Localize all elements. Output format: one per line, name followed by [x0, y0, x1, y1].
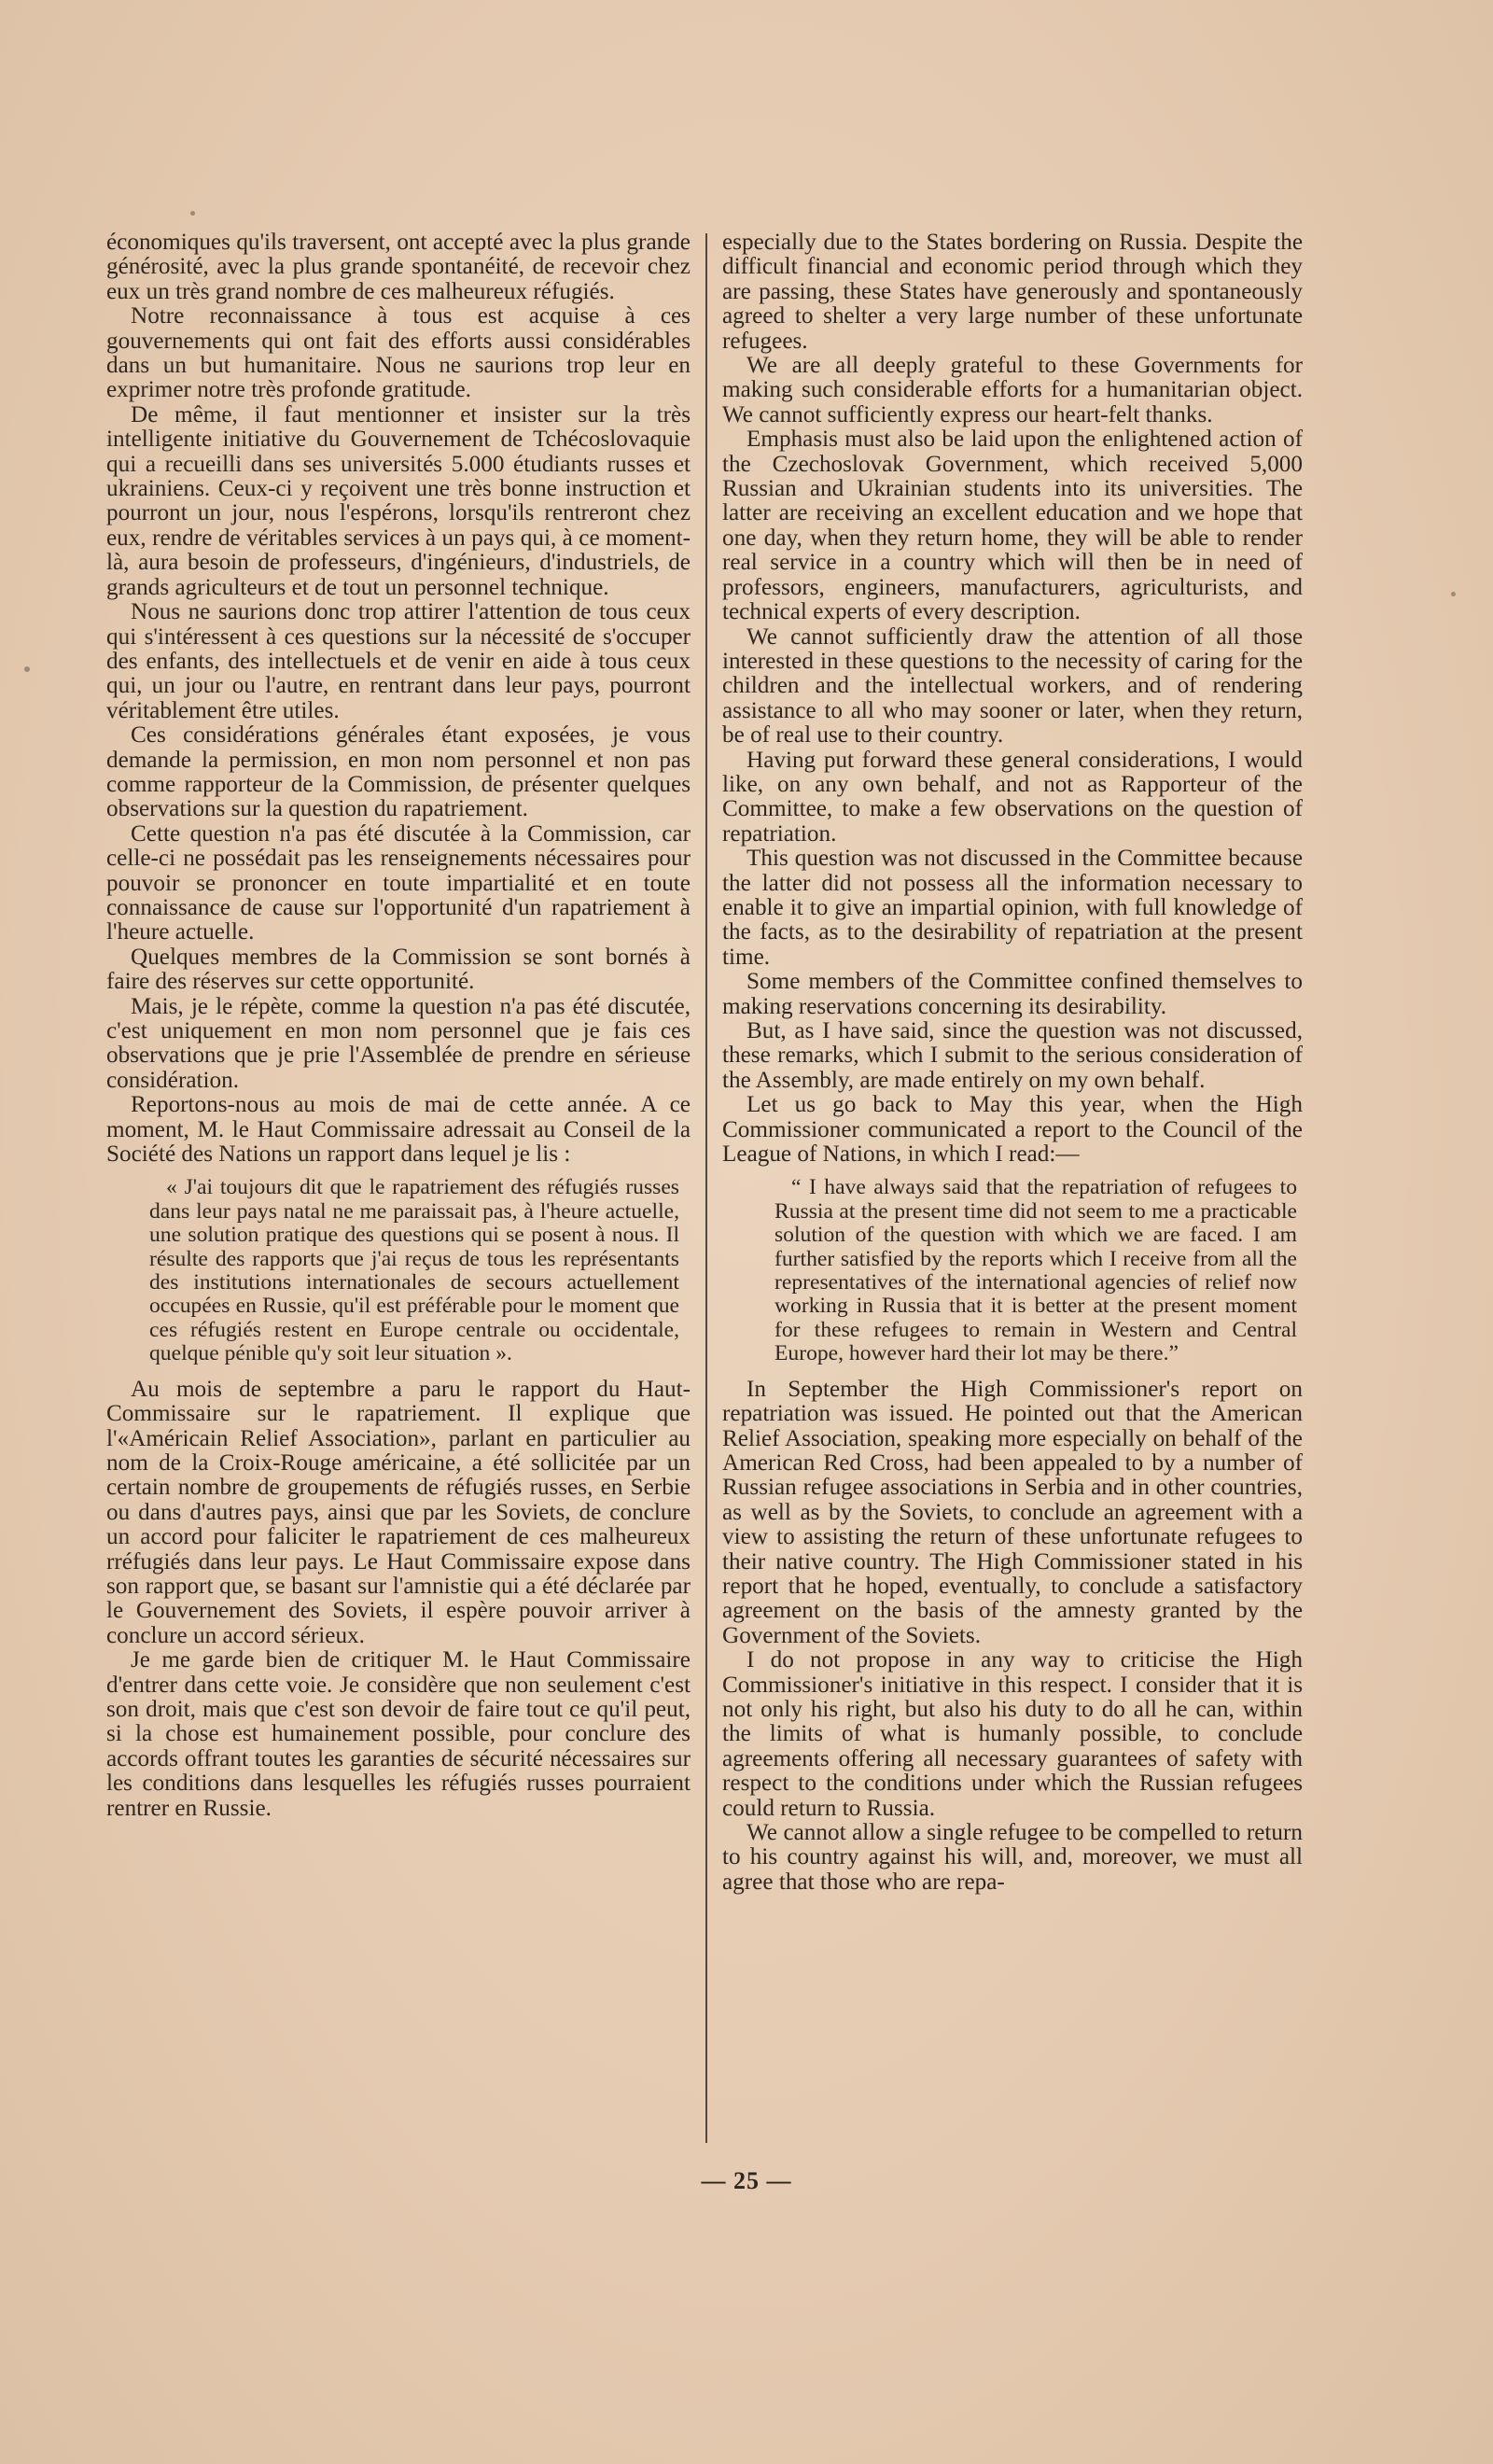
paragraph: Emphasis must also be laid upon the enlightened action of the Czechoslovak Government, which received 5,000 Russian and Ukrainian students into its universities. The latter are receiving an excellent education and we hope that one day, when they return home, they will be able to render real service in a country which will then be in need of professors, engineers, manufacturers, agriculturists, and technical experts of every description. [722, 427, 1303, 625]
paragraph: Notre reconnaissance à tous est acquise à ces gouvernements qui ont fait des efforts aussi considérables dans un but humanitaire. Nous ne saurions trop leur en exprimer notre très profonde gratitude. [106, 303, 691, 403]
english-column [722, 231, 1303, 1895]
paragraph: Quelques membres de la Commission se sont bornés à faire des réserves sur cette opportunité. [106, 944, 691, 995]
block-quote [149, 1176, 679, 1365]
paragraph: économiques qu'ils traversent, ont accepté avec la plus grande générosité, avec la plus grande spontanéité, de recevoir chez eux un très grand nombre de ces malheureux réfugiés. [106, 230, 691, 304]
paragraph: We are all deeply grateful to these Governments for making such considerable efforts for a humanitarian object. We cannot sufficiently express our heart-felt thanks. [722, 353, 1303, 427]
paragraph: Some members of the Committee confined themselves to making reservations concerning its desirability. [722, 969, 1303, 1019]
paragraph: Nous ne saurions donc trop attirer l'attention de tous ceux qui s'intéressent à ces questions sur la nécessité de s'occuper des enfants, des intellectuels et de venir en aide à tous ceux qui, un jour ou l'autre, en rentrant dans leur pays, pourront véritablement être utiles. [106, 599, 691, 723]
quote-text: « J'ai toujours dit que le rapatriement des réfugiés russes dans leur pays natal ne me paraissait pas, à l'heure actuelle, une solution pratique des questions qui se posent à nous. Il résulte des rapports que j'ai reçus de tous les représentants des institutions internationales de secours actuellement occupées en Russie, qu'il est préférable pour le moment que ces réfugiés restent en Europe centrale ou occidentale, quelque pénible qu'y soit leur situation ». [149, 1175, 679, 1366]
paragraph: We cannot sufficiently draw the attention of all those interested in these questions to the necessity of caring for the children and the intellectual workers, and of rendering assistance to all who may sooner or later, when they return, be of real use to their country. [722, 623, 1303, 749]
paragraph: Au mois de septembre a paru le rapport du Haut-Commissaire sur le rapatriement. Il explique que l'«Américain Relief Association», parlant en particulier au nom de la Croix-Rouge américaine, a été sollicitée par un certain nombre de groupements de réfugiés russes, en Serbie ou dans d'autres pays, ainsi que par les Soviets, de conclure un accord pour faliciter le rapatriement de ces malheureux rréfugiés dans leur pays. Le Haut Commissaire expose dans son rapport que, se basant sur l'amnistie qui a été déclarée par le Gouvernement des Soviets, il espère pouvoir arriver à conclure un accord sérieux. [106, 1376, 691, 1648]
paragraph: Reportons-nous au mois de mai de cette année. A ce moment, M. le Haut Commissaire adressait au Conseil de la Société des Nations un rapport dans lequel je lis : [106, 1092, 691, 1168]
paragraph: Je me garde bien de critiquer M. le Haut Commissaire d'entrer dans cette voie. Je considère que non seulement c'est son droit, mais que c'est son devoir de faire tout ce qu'il peut, si la chose est humainement possible, pour conclure des accords offrant toutes les garanties de sécurité nécessaires sur les conditions dans lesquelles les réfugiés russes pourraient rentrer en Russie. [106, 1647, 691, 1821]
quote-text: “ I have always said that the repatriation of refugees to Russia at the present time did not seem to me a practicable solution of the question with which we are faced. I am further satisfied by the reports which I receive from all the representatives of the international agencies of relief now working in Russia that it is better at the present moment for these refugees to remain in Western and Central Europe, however hard their lot may be there.” [774, 1175, 1297, 1366]
paragraph: Mais, je le répète, comme la question n'a pas été discutée, c'est uniquement en mon nom personnel que je fais ces observations que je prie l'Assemblée de prendre en sérieuse considération. [106, 993, 691, 1093]
paragraph: This question was not discussed in the Committee because the latter did not possess all the information necessary to enable it to give an impartial opinion, with full knowledge of the facts, as to the desirability of repatriation at the present time. [722, 846, 1303, 970]
paragraph: We cannot allow a single refugee to be compelled to return to his country against his will, and, moreover, we must all agree that those who are repa- [722, 1820, 1303, 1895]
paragraph: Let us go back to May this year, when the High Commissioner communicated a report to the Council of the League of Nations, in which I read:— [722, 1092, 1303, 1168]
paragraph: But, as I have said, since the question was not discussed, these remarks, which I submit to the serious consideration of the Assembly, are made entirely on my own behalf. [722, 1018, 1303, 1093]
column-divider [705, 233, 707, 2143]
paragraph: In September the High Commissioner's report on repatriation was issued. He pointed out that the American Relief Association, speaking more especially on behalf of the American Red Cross, had been appealed to by a number of Russian refugee associations in Serbia and in other countries, as well as by the Soviets, to conclude an agreement with a view to assisting the return of these unfortunate refugees to their native country. The High Commissioner stated in his report that he hoped, eventually, to conclude a satisfactory agreement on the basis of the amnesty granted by the Government of the Soviets. [722, 1376, 1303, 1648]
paper-speck [190, 211, 195, 216]
paragraph: I do not propose in any way to criticise the High Commissioner's initiative in this respect. I consider that it is not only his right, but also his duty to do all he can, within the limits of what is humanly possible, to conclude agreements offering all necessary guarantees of safety with respect to the conditions under which the Russian refugees could return to Russia. [722, 1647, 1303, 1821]
page-number: — 25 — [701, 2167, 792, 2194]
paper-speck [1451, 592, 1456, 596]
paragraph: Ces considérations générales étant exposées, je vous demande la permission, en mon nom personnel et non pas comme rapporteur de la Commission, de présenter quelques observations sur la question du rapatriement. [106, 722, 691, 822]
paragraph: De même, il faut mentionner et insister sur la très intelligente initiative du Gouvernement de Tchécoslovaquie qui a recueilli dans ses universités 5.000 étudiants russes et ukrainiens. Ceux-ci y reçoivent une très bonne instruction et pourront un jour, nous l'espérons, lorsqu'ils rentreront chez eux, rendre de véritables services à un pays qui, à ce moment-là, aura besoin de professeurs, d'ingénieurs, d'industriels, de grands agriculteurs et de tout un personnel technique. [106, 401, 691, 600]
paragraph: Cette question n'a pas été discutée à la Commission, car celle-ci ne possédait pas les renseignements nécessaires pour pouvoir se prononcer en toute impartialité et en toute connaissance de cause sur l'opportunité d'un rapatriement à l'heure actuelle. [106, 820, 691, 945]
block-quote [774, 1176, 1297, 1365]
paragraph: Having put forward these general considerations, I would like, on any own behalf, and not as Rapporteur of the Committee, to make a few observations on the question of repatriation. [722, 747, 1303, 847]
paragraph: especially due to the States bordering on Russia. Despite the difficult financial and economic period through which they are passing, these States have generously and spontaneously agreed to shelter a very large number of these unfortunate refugees. [722, 230, 1303, 354]
french-column [106, 231, 691, 1821]
paper-speck [24, 666, 30, 672]
